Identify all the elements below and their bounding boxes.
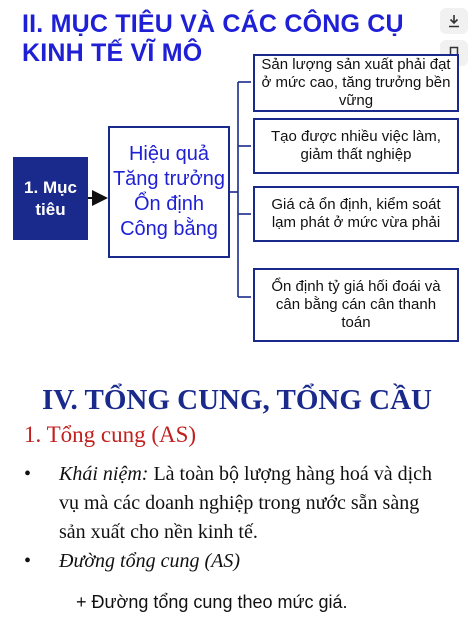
definition-text-line3: sản xuất cho nền kinh tế. [59,521,258,543]
supply-curve-heading: Đường tổng cung (AS) [59,550,240,572]
goal-category: Ổn định [133,193,205,215]
slide-title-line1: II. MỤC TIÊU VÀ CÁC CÔNG CỤ [22,10,404,38]
bullet-marker: • [24,463,32,485]
slide-title-line2: KINH TẾ VĨ MÔ [22,39,203,67]
main-goal-line1: 1. Mục [24,177,77,197]
supply-curve-subpoint: + Đường tổng cung theo mức giá. [76,592,348,612]
definition-term: Khái niệm: [59,463,149,485]
main-goal-box [13,157,88,240]
goal-categories-box [108,126,230,258]
goal-category: Tăng trưởng [112,168,226,190]
goal-category: Công bằng [120,218,218,240]
definition-text-line2: vụ mà các doanh nghiệp trong nước sẵn sàng [59,492,420,514]
main-goal-line2: tiêu [35,199,66,219]
slide-tong-cung-tong-cau [0,370,474,632]
bullet-marker: • [24,550,32,572]
slide-title: IV. TỔNG CUNG, TỔNG CẦU [42,384,432,416]
definition-text: Là toàn bộ lượng hàng hoá và dịch [148,463,433,485]
goal-box-employment: Tạo được nhiều việc làm, giảm thất nghiệp [253,118,459,174]
section-heading: 1. Tổng cung (AS) [24,422,197,447]
goal-category: Hiệu quả [128,143,210,165]
goal-box-price-stability: Giá cả ổn định, kiểm soát lạm phát ở mức vừa phải [253,186,459,242]
goal-box-output: Sản lượng sản xuất phải đạt ở mức cao, tăng trưởng bền vững [253,54,459,112]
goal-box-exchange-rate: Ổn định tỷ giá hối đoái và cân bằng cán cân thanh toán [253,268,459,342]
